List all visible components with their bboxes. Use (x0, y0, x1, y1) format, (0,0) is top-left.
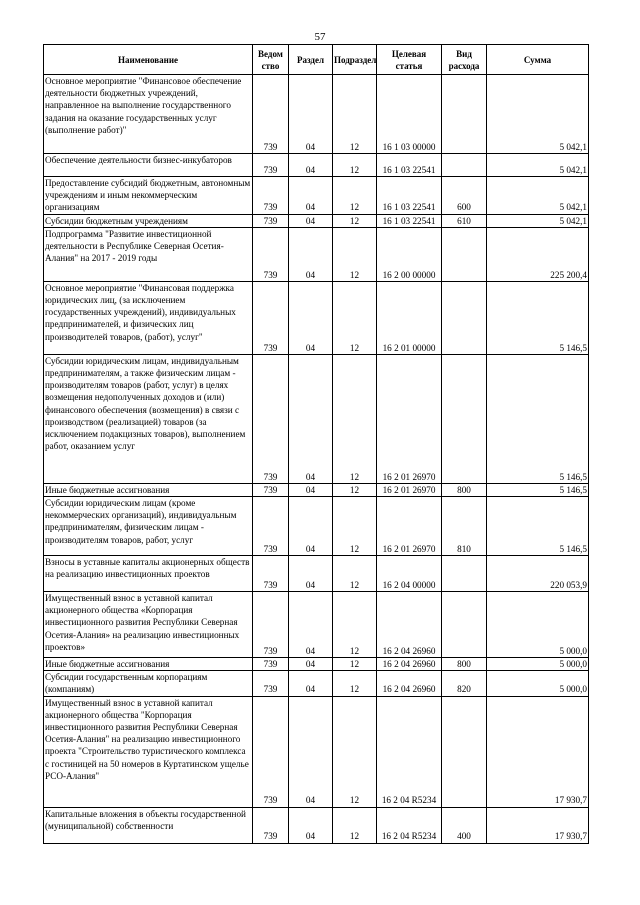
cell-expense (442, 696, 487, 807)
cell-expense (442, 556, 487, 592)
cell-expense: 400 (442, 807, 487, 843)
cell-expense: 800 (442, 483, 487, 496)
cell-amount: 5 042,1 (487, 214, 589, 227)
cell-target: 16 2 04 26960 (377, 671, 442, 696)
cell-amount: 17 930,7 (487, 696, 589, 807)
cell-section: 04 (289, 281, 333, 354)
cell-subsection: 12 (333, 807, 377, 843)
cell-target: 16 2 04 26960 (377, 658, 442, 671)
cell-section: 04 (289, 214, 333, 227)
cell-name: Субсидии юридическим лицам (кроме некоммерческих организаций), индивидуальным предпринимателям, физическим лицам - производителям товаров, работ, услуг (44, 497, 253, 556)
cell-dept: 739 (253, 75, 289, 154)
cell-target: 16 2 01 26970 (377, 497, 442, 556)
cell-expense: 820 (442, 671, 487, 696)
table-row (44, 592, 589, 658)
cell-amount: 5 000,0 (487, 658, 589, 671)
cell-target: 16 2 04 00000 (377, 556, 442, 592)
cell-target: 16 2 01 26970 (377, 483, 442, 496)
cell-subsection: 12 (333, 671, 377, 696)
table-row (44, 227, 589, 281)
cell-subsection: 12 (333, 696, 377, 807)
cell-expense (442, 75, 487, 154)
cell-amount: 220 053,9 (487, 556, 589, 592)
cell-target: 16 1 03 22541 (377, 154, 442, 177)
cell-name: Основное мероприятие "Финансовая поддержка юридических лиц, (за исключением государственных учреждений), индивидуальных предпринимателей, и физических лиц производителей товаров, (работ), услуг" (44, 281, 253, 354)
header-dept: Ведом ство (253, 45, 289, 75)
header-name: Наименование (44, 45, 253, 75)
cell-section: 04 (289, 354, 333, 483)
cell-target: 16 2 04 26960 (377, 592, 442, 658)
cell-amount: 5 000,0 (487, 671, 589, 696)
cell-amount: 5 042,1 (487, 154, 589, 177)
cell-expense: 600 (442, 177, 487, 215)
cell-section: 04 (289, 696, 333, 807)
cell-section: 04 (289, 227, 333, 281)
cell-amount: 5 146,5 (487, 497, 589, 556)
cell-section: 04 (289, 483, 333, 496)
cell-expense (442, 227, 487, 281)
cell-amount: 5 146,5 (487, 281, 589, 354)
table-row (44, 497, 589, 556)
cell-section: 04 (289, 177, 333, 215)
cell-expense: 810 (442, 497, 487, 556)
cell-expense (442, 281, 487, 354)
cell-section: 04 (289, 658, 333, 671)
cell-subsection: 12 (333, 281, 377, 354)
cell-subsection: 12 (333, 227, 377, 281)
cell-subsection: 12 (333, 592, 377, 658)
cell-subsection: 12 (333, 483, 377, 496)
cell-dept: 739 (253, 354, 289, 483)
cell-subsection: 12 (333, 497, 377, 556)
cell-amount: 17 930,7 (487, 807, 589, 843)
table-row (44, 807, 589, 843)
cell-subsection: 12 (333, 154, 377, 177)
cell-name: Иные бюджетные ассигнования (44, 483, 253, 496)
cell-amount: 5 000,0 (487, 592, 589, 658)
cell-subsection: 12 (333, 214, 377, 227)
page-number: 57 (314, 31, 326, 43)
table-row (44, 214, 589, 227)
cell-dept: 739 (253, 214, 289, 227)
cell-amount: 5 042,1 (487, 75, 589, 154)
cell-section: 04 (289, 497, 333, 556)
cell-amount: 5 146,5 (487, 354, 589, 483)
cell-name: Капитальные вложения в объекты государственной (муниципальной) собственности (44, 807, 253, 843)
cell-dept: 739 (253, 483, 289, 496)
table-row (44, 75, 589, 154)
cell-subsection: 12 (333, 556, 377, 592)
cell-amount: 225 200,4 (487, 227, 589, 281)
table-row (44, 483, 589, 496)
cell-section: 04 (289, 556, 333, 592)
table-row (44, 556, 589, 592)
cell-name: Имущественный взнос в уставной капитал акционерного общества "Корпорация инвестиционного развития Республики Северная Осетия-Алания" на реализацию инвестиционного проекта "Строительство туристического комплекса с гостиницей на 50 номеров в Куртатинском ущелье РСО-Алания" (44, 696, 253, 807)
cell-name: Субсидии государственным корпорациям (компаниям) (44, 671, 253, 696)
cell-section: 04 (289, 671, 333, 696)
cell-expense (442, 354, 487, 483)
cell-section: 04 (289, 592, 333, 658)
cell-subsection: 12 (333, 354, 377, 483)
cell-name: Основное мероприятие "Финансовое обеспечение деятельности бюджетных учреждений, направленное на выполнение государственного задания на оказание государственных услуг (выполнение работ)" (44, 75, 253, 154)
cell-dept: 739 (253, 658, 289, 671)
cell-subsection: 12 (333, 658, 377, 671)
cell-dept: 739 (253, 592, 289, 658)
cell-dept: 739 (253, 497, 289, 556)
cell-amount: 5 042,1 (487, 177, 589, 215)
table-row (44, 658, 589, 671)
cell-target: 16 2 04 R5234 (377, 807, 442, 843)
cell-name: Предоставление субсидий бюджетным, автономным учреждениям и иным некоммерческим организациям (44, 177, 253, 215)
cell-expense: 800 (442, 658, 487, 671)
cell-dept: 739 (253, 154, 289, 177)
cell-dept: 739 (253, 556, 289, 592)
cell-dept: 739 (253, 696, 289, 807)
cell-expense (442, 154, 487, 177)
cell-expense (442, 592, 487, 658)
cell-dept: 739 (253, 671, 289, 696)
cell-name: Подпрограмма "Развитие инвестиционной деятельности в Республике Северная Осетия-Алания" на 2017 - 2019 годы (44, 227, 253, 281)
cell-name: Взносы в уставные капиталы акционерных обществ на реализацию инвестиционных проектов (44, 556, 253, 592)
cell-dept: 739 (253, 177, 289, 215)
cell-section: 04 (289, 807, 333, 843)
header-amount: Сумма (487, 45, 589, 75)
cell-name: Обеспечение деятельности бизнес-инкубаторов (44, 154, 253, 177)
cell-target: 16 1 03 00000 (377, 75, 442, 154)
table-row (44, 281, 589, 354)
header-section: Раздел (289, 45, 333, 75)
cell-name: Субсидии бюджетным учреждениям (44, 214, 253, 227)
cell-target: 16 1 03 22541 (377, 177, 442, 215)
table-row (44, 354, 589, 483)
cell-target: 16 2 01 00000 (377, 281, 442, 354)
cell-name: Иные бюджетные ассигнования (44, 658, 253, 671)
table-row (44, 671, 589, 696)
cell-expense: 610 (442, 214, 487, 227)
budget-table (43, 44, 589, 844)
cell-dept: 739 (253, 807, 289, 843)
header-target: Целевая статья (377, 45, 442, 75)
table-row (44, 154, 589, 177)
cell-subsection: 12 (333, 75, 377, 154)
cell-target: 16 2 01 26970 (377, 354, 442, 483)
cell-subsection: 12 (333, 177, 377, 215)
cell-target: 16 1 03 22541 (377, 214, 442, 227)
table-header-row (44, 45, 589, 75)
cell-dept: 739 (253, 227, 289, 281)
cell-amount: 5 146,5 (487, 483, 589, 496)
cell-section: 04 (289, 154, 333, 177)
header-expense: Вид расхода (442, 45, 487, 75)
cell-name: Субсидии юридическим лицам, индивидуальным предпринимателям, а также физическим лицам - производителям товаров (работ, услуг) в целях возмещения недополученных доходов и (или) финансового обеспечения (возмещения) в связи с производством (реализацией) товаров (за исключением подакцизных товаров), выполнением работ, оказанием услуг (44, 354, 253, 483)
cell-section: 04 (289, 75, 333, 154)
cell-target: 16 2 00 00000 (377, 227, 442, 281)
cell-dept: 739 (253, 281, 289, 354)
cell-name: Имущественный взнос в уставной капитал акционерного общества «Корпорация инвестиционного развития Республики Северная Осетия-Алания» на реализацию инвестиционных проектов» (44, 592, 253, 658)
table-row (44, 696, 589, 807)
cell-target: 16 2 04 R5234 (377, 696, 442, 807)
header-subsection: Подраздел (333, 45, 377, 75)
table-row (44, 177, 589, 215)
